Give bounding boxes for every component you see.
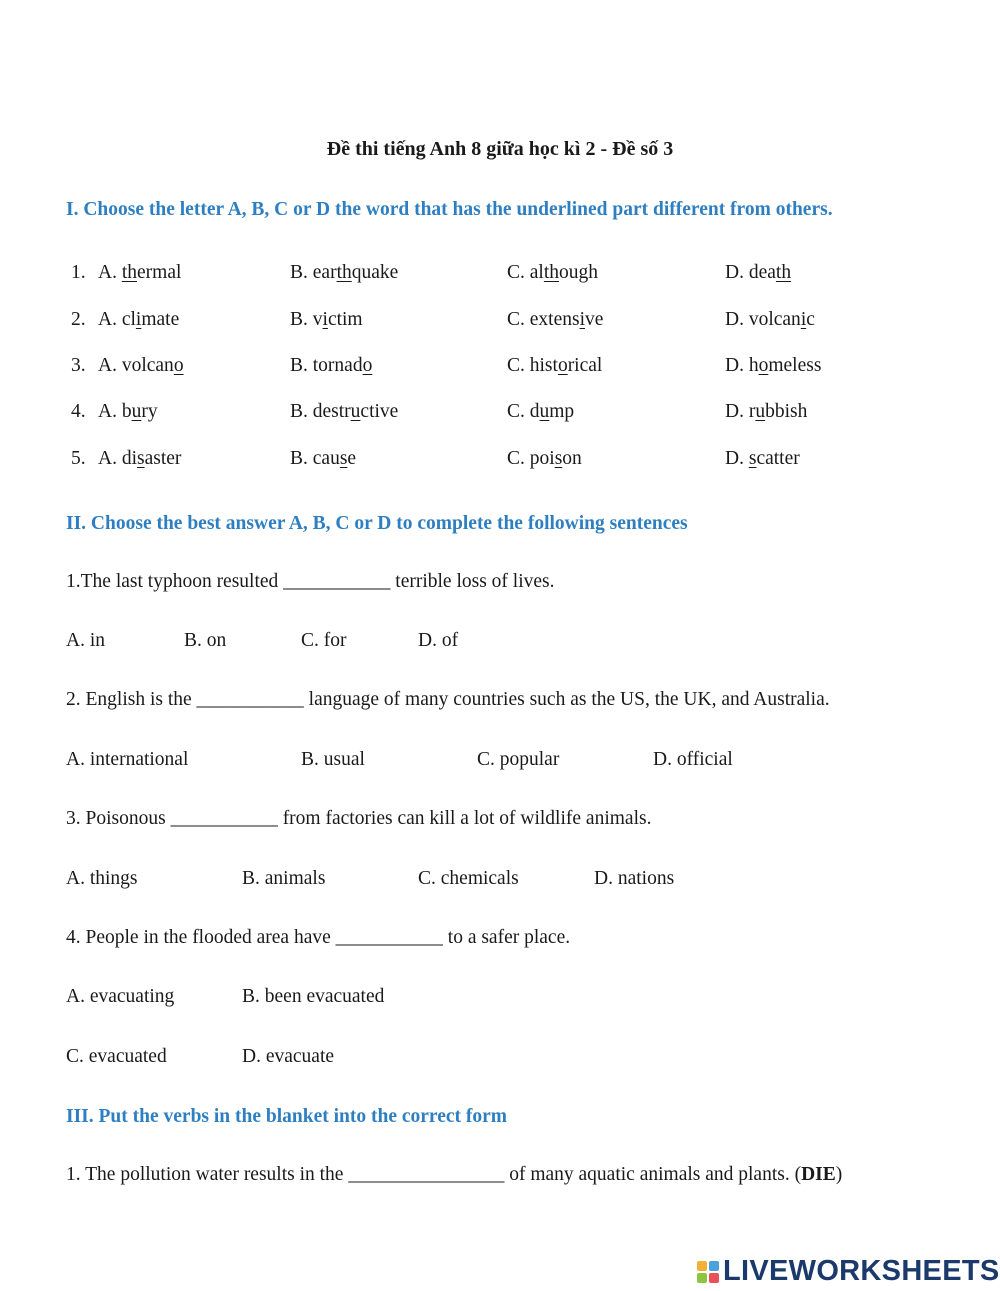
word-part: ermal <box>137 262 182 283</box>
option-1-1-c[interactable] <box>507 262 598 284</box>
word-part: ve <box>585 309 604 330</box>
word-part: B. v <box>290 309 323 330</box>
underlined-part: u <box>755 401 766 422</box>
word-part: ctive <box>360 401 399 422</box>
question-2-4: 4. People in the flooded area have ___________ to a safer place. <box>66 927 571 948</box>
option-1-4-a[interactable] <box>98 401 158 423</box>
section-2-heading: II. Choose the best answer A, B, C or D to complete the following sentences <box>66 513 688 534</box>
option-2-3-c[interactable]: C. chemicals <box>418 868 519 889</box>
section-3-heading: III. Put the verbs in the blanket into the correct form <box>66 1106 508 1127</box>
question-2-3: 3. Poisonous ___________ from factories can kill a lot of wildlife animals. <box>66 808 652 829</box>
option-2-3-a[interactable]: A. things <box>66 868 138 889</box>
option-1-3-b[interactable] <box>290 355 372 377</box>
option-2-3-b[interactable]: B. animals <box>242 868 326 889</box>
word-part: B. ear <box>290 262 337 283</box>
option-1-4-d[interactable] <box>725 401 807 423</box>
item-number: 3. <box>71 355 86 376</box>
word-part: bbish <box>765 401 808 422</box>
word-part: mp <box>549 401 575 422</box>
underlined-part: i <box>579 309 585 330</box>
option-1-5-b[interactable] <box>290 448 356 470</box>
question-3-1-text: 1. The pollution water results in the ________________ of many aquatic animals and plants. ( <box>66 1164 802 1185</box>
word-part: C. al <box>507 262 544 283</box>
option-1-1-d[interactable] <box>725 262 791 284</box>
underlined-part: s <box>554 448 563 469</box>
word-part: ry <box>141 401 158 422</box>
option-2-3-d[interactable]: D. nations <box>594 868 675 889</box>
option-1-3-d[interactable] <box>725 355 821 377</box>
option-1-1-a[interactable] <box>98 262 181 284</box>
option-1-5-c[interactable] <box>507 448 582 470</box>
word-part: C. hist <box>507 355 558 376</box>
underlined-part: o <box>173 355 184 376</box>
underlined-part: o <box>362 355 373 376</box>
underlined-part: u <box>350 401 361 422</box>
word-part: D. <box>725 448 749 469</box>
word-part: C. poi <box>507 448 555 469</box>
item-number: 1. <box>71 262 86 283</box>
item-number: 4. <box>71 401 86 422</box>
underlined-part: th <box>121 262 138 283</box>
option-1-2-c[interactable] <box>507 309 603 331</box>
question-3-1 <box>66 1164 842 1186</box>
option-1-3-c[interactable] <box>507 355 602 377</box>
item-number: 2. <box>71 309 86 330</box>
liveworksheets-logo-text: LIVEWORKSHEETS <box>723 1255 1000 1287</box>
option-1-2-b[interactable] <box>290 309 363 331</box>
underlined-part: u <box>539 401 550 422</box>
option-1-5-d[interactable] <box>725 448 800 470</box>
liveworksheets-logo <box>697 1255 1000 1288</box>
word-part: B. tornad <box>290 355 363 376</box>
word-part: C. extens <box>507 309 580 330</box>
question-3-1-close: ) <box>835 1164 843 1185</box>
word-part: D. dea <box>725 262 776 283</box>
word-part: on <box>562 448 582 469</box>
word-part: A. di <box>98 448 137 469</box>
logo-square-green <box>697 1273 707 1283</box>
word-part: D. volcan <box>725 309 801 330</box>
word-part: A. b <box>98 401 132 422</box>
underlined-part: s <box>748 448 757 469</box>
logo-square-yellow <box>697 1261 707 1271</box>
word-part: c <box>806 309 815 330</box>
option-2-1-a[interactable]: A. in <box>66 630 105 651</box>
word-part: D. r <box>725 401 756 422</box>
underlined-part: i <box>800 309 807 330</box>
underlined-part: u <box>131 401 142 422</box>
option-1-5-a[interactable] <box>98 448 181 470</box>
underlined-part: th <box>336 262 352 283</box>
underlined-part: s <box>137 448 145 469</box>
option-2-2-d[interactable]: D. official <box>653 749 733 770</box>
option-1-1-b[interactable] <box>290 262 398 284</box>
word-part: ctim <box>327 309 363 330</box>
word-part: quake <box>351 262 399 283</box>
option-2-4-a[interactable]: A. evacuating <box>66 986 175 1007</box>
question-2-1: 1.The last typhoon resulted ___________ terrible loss of lives. <box>66 571 555 592</box>
word-part: e <box>347 448 357 469</box>
word-part: catter <box>756 448 800 469</box>
section-1-heading: I. Choose the letter A, B, C or D the word that has the underlined part different from others. <box>66 199 833 220</box>
option-1-4-b[interactable] <box>290 401 398 423</box>
underlined-part: i <box>322 309 328 330</box>
option-2-4-b[interactable]: B. been evacuated <box>242 986 385 1007</box>
word-part: ough <box>559 262 599 283</box>
option-2-4-c[interactable]: C. evacuated <box>66 1046 167 1067</box>
liveworksheets-logo-icon <box>697 1261 719 1283</box>
option-2-2-c[interactable]: C. popular <box>477 749 560 770</box>
option-1-4-c[interactable] <box>507 401 574 423</box>
option-2-2-a[interactable]: A. international <box>66 749 189 770</box>
word-part: C. d <box>507 401 540 422</box>
underlined-part: o <box>758 355 769 376</box>
option-2-2-b[interactable]: B. usual <box>301 749 365 770</box>
word-part: mate <box>141 309 180 330</box>
word-part: B. cau <box>290 448 340 469</box>
option-1-3-a[interactable] <box>98 355 184 377</box>
item-number: 5. <box>71 448 86 469</box>
option-1-2-d[interactable] <box>725 309 815 331</box>
word-part: D. h <box>725 355 759 376</box>
underlined-part: s <box>339 448 348 469</box>
page-title: Đề thi tiếng Anh 8 giữa học kì 2 - Đề số 3 <box>326 138 674 160</box>
underlined-part: th <box>775 262 792 283</box>
word-part: B. destr <box>290 401 351 422</box>
word-part: aster <box>144 448 182 469</box>
word-part: meless <box>768 355 822 376</box>
option-2-1-b[interactable]: B. on <box>184 630 227 651</box>
logo-square-red <box>709 1273 719 1283</box>
underlined-part: th <box>543 262 560 283</box>
word-part: rical <box>567 355 603 376</box>
option-2-1-d[interactable]: D. of <box>418 630 459 651</box>
question-2-2: 2. English is the ___________ language of many countries such as the US, the UK, and Australia. <box>66 689 830 710</box>
question-3-1-keyword: DIE <box>801 1164 836 1185</box>
option-1-2-a[interactable] <box>98 309 179 331</box>
word-part: A. <box>98 262 122 283</box>
word-part: A. volcan <box>98 355 174 376</box>
option-2-4-d[interactable]: D. evacuate <box>242 1046 335 1067</box>
logo-square-blue <box>709 1261 719 1271</box>
word-part: A. cl <box>98 309 136 330</box>
underlined-part: o <box>557 355 568 376</box>
option-2-1-c[interactable]: C. for <box>301 630 347 651</box>
underlined-part: i <box>135 309 142 330</box>
